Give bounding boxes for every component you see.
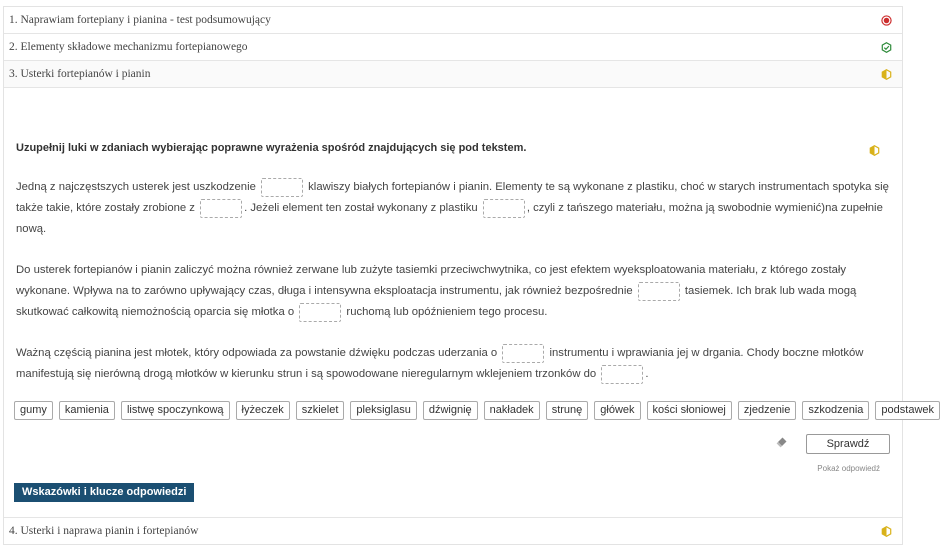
eraser-icon[interactable] (776, 436, 788, 448)
paragraph-1 (16, 177, 890, 240)
section-header-1[interactable] (4, 7, 902, 34)
text-fragment: . (645, 368, 649, 380)
paragraph-2 (16, 260, 890, 323)
section-header-4[interactable] (4, 517, 902, 544)
text-fragment: tasiemek. Ich brak lub wada mogą skutkować całkowitą niemożnością oparcia się młotka o (16, 285, 857, 318)
gap-7[interactable] (601, 365, 643, 384)
word-chip[interactable]: kości słoniowej (647, 401, 732, 420)
show-answer-link[interactable]: Pokaż odpowiedź (817, 464, 880, 473)
word-chip[interactable]: główek (594, 401, 640, 420)
paragraph-3 (16, 343, 890, 385)
word-chip[interactable]: pleksiglasu (350, 401, 416, 420)
section-header-3[interactable] (4, 61, 902, 88)
text-fragment: Jedną z najczęstszych usterek jest uszkodzenie (16, 181, 260, 193)
gap-5[interactable] (299, 303, 341, 322)
hexagon-check-icon (881, 42, 892, 53)
text-fragment: Ważną częścią pianina jest młotek, który odpowiada za powstanie dźwięku podczas uderzania o (16, 347, 501, 359)
text-fragment: , czyli z tańszego materiału, można ją swobodnie wymienić)na zupełnie nową. (16, 202, 883, 235)
section-title: 3. Usterki fortepianów i pianin (9, 68, 151, 80)
gap-1[interactable] (261, 178, 303, 197)
text-fragment: . Jeżeli element ten został wykonany z plastiku (244, 202, 481, 214)
word-chip[interactable]: kamienia (59, 401, 115, 420)
exercise-panel (4, 88, 935, 517)
check-button[interactable]: Sprawdź (806, 434, 890, 454)
text-fragment: instrumentu i wprawiania jej w drgania. Chody boczne młotków manifestują się nierówną drogą młotków w kierunku strun i są spowodowane nieregularnym wklejeniem trzonków do (16, 347, 864, 380)
gap-2[interactable] (200, 199, 242, 218)
half-hexagon-icon (881, 69, 892, 80)
gap-6[interactable] (502, 344, 544, 363)
text-fragment: Do usterek fortepianów i pianin zaliczyć można również zerwane lub zużyte tasiemki przeciwchwytnika, co jest efektem wyeksploatowania materiału, z którego zostały wykonane. Wpływa na to zarówno upływający czas, długa i intensywna eksploatacja instrumentu, jak również bezpośrednie (16, 264, 847, 297)
accordion (3, 6, 935, 545)
hints-button[interactable]: Wskazówki i klucze odpowiedzi (14, 483, 194, 502)
section-title: 2. Elementy składowe mechanizmu fortepianowego (9, 41, 248, 53)
word-bank (14, 401, 935, 420)
gap-4[interactable] (638, 282, 680, 301)
half-hexagon-icon (869, 145, 880, 156)
gap-3[interactable] (483, 199, 525, 218)
word-chip[interactable]: nakładek (484, 401, 540, 420)
text-fragment: ruchomą lub opóźnieniem tego procesu. (343, 306, 548, 318)
text-fragment: klawiszy białych fortepianów i pianin. Elementy te są wykonane z plastiku, choć w starych instrumentach spotyka się także takie, które zostały zrobione z (16, 181, 889, 214)
word-chip[interactable]: szkielet (296, 401, 345, 420)
section-title: 1. Naprawiam fortepiany i pianina - test podsumowujący (9, 14, 271, 26)
exercise-instruction: Uzupełnij luki w zdaniach wybierając poprawne wyrażenia spośród znajdujących się pod tekstem. (16, 142, 527, 154)
word-chip[interactable]: podstawek (875, 401, 940, 420)
section-header-2[interactable] (4, 34, 902, 61)
half-hexagon-icon (881, 526, 892, 537)
word-chip[interactable]: listwę spoczynkową (121, 401, 230, 420)
failed-status-icon (881, 15, 892, 26)
word-chip[interactable]: gumy (14, 401, 53, 420)
word-chip[interactable]: dźwignię (423, 401, 478, 420)
exercise-actions (16, 434, 890, 482)
word-chip[interactable]: szkodzenia (802, 401, 869, 420)
word-chip[interactable]: zjedzenie (738, 401, 796, 420)
section-title: 4. Usterki i naprawa pianin i fortepianów (9, 525, 199, 537)
word-chip[interactable]: strunę (546, 401, 589, 420)
word-chip[interactable]: łyżeczek (236, 401, 290, 420)
